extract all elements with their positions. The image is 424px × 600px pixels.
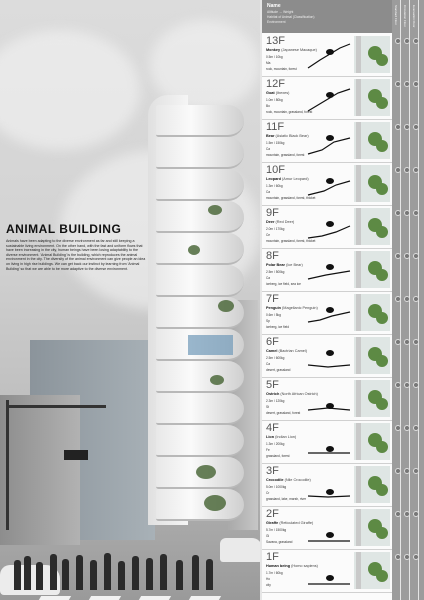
pedestrian bbox=[146, 558, 153, 590]
strip-label: Evacuation Floor bbox=[412, 5, 416, 28]
animal-environment: rock, mountain, forest bbox=[266, 67, 297, 71]
floor-ring bbox=[156, 169, 244, 201]
floor-type-dot bbox=[404, 511, 410, 517]
thumbnail-greenery bbox=[376, 226, 388, 238]
animal-common-name: Penguin bbox=[266, 306, 281, 310]
floor-type-dot bbox=[413, 167, 419, 173]
thumbnail-frame bbox=[356, 165, 361, 202]
animal-scientific-name: (Nile Crocodile) bbox=[284, 478, 311, 482]
floor-number: 4F bbox=[266, 422, 279, 434]
pedestrian bbox=[192, 555, 199, 590]
thumbnail-greenery bbox=[376, 54, 388, 66]
pedestrian bbox=[36, 562, 43, 590]
floor-type-dot bbox=[395, 210, 401, 216]
thumbnail-greenery bbox=[376, 527, 388, 539]
animal-size: 2.3m / 120kg bbox=[266, 399, 285, 403]
animal-scientific-name: (Reticulated Giraffe) bbox=[279, 521, 314, 525]
thumbnail-frame bbox=[356, 294, 361, 331]
pedestrian bbox=[206, 559, 213, 590]
floor-ring bbox=[156, 265, 244, 297]
pedestrian bbox=[14, 560, 21, 590]
pedestrian bbox=[118, 561, 125, 590]
animal-building-tower bbox=[148, 95, 248, 525]
animal-environment: desert, grassland bbox=[266, 368, 291, 372]
habitat-thumbnail bbox=[354, 36, 390, 73]
floor-ring bbox=[156, 233, 244, 265]
animal-common-name: Crocodile bbox=[266, 478, 284, 482]
animal-common-name: Human being bbox=[266, 564, 291, 568]
animal-size: 2.0m / 170kg bbox=[266, 227, 285, 231]
animal-environment: city bbox=[266, 583, 271, 587]
animal-common-name: Monkey bbox=[266, 48, 281, 52]
floor-ring bbox=[156, 361, 244, 393]
water-pool bbox=[188, 335, 233, 355]
floor-type-dot bbox=[395, 554, 401, 560]
floor-ring bbox=[156, 201, 244, 233]
floor-row bbox=[262, 507, 392, 550]
terrain-slope-icon bbox=[306, 255, 352, 285]
floor-row bbox=[262, 378, 392, 421]
floor-type-dot bbox=[395, 511, 401, 517]
floor-type-dot bbox=[413, 296, 419, 302]
animal-class: Bo bbox=[266, 104, 270, 108]
thumbnail-frame bbox=[356, 509, 361, 546]
terrain-slope-icon bbox=[306, 212, 352, 242]
animal-class: St bbox=[266, 405, 270, 409]
floor-type-dot bbox=[413, 554, 419, 560]
thumbnail-greenery bbox=[376, 312, 388, 324]
street-lamp-arm bbox=[6, 405, 106, 408]
greenery bbox=[210, 375, 224, 385]
floor-type-dot bbox=[395, 468, 401, 474]
pedestrian bbox=[176, 560, 183, 590]
thumbnail-frame bbox=[356, 380, 361, 417]
floor-type-dot bbox=[395, 253, 401, 259]
terrain-slope-icon bbox=[306, 169, 352, 199]
terrain-slope-icon bbox=[306, 298, 352, 328]
floor-number: 9F bbox=[266, 207, 279, 219]
floor-ring bbox=[156, 425, 244, 457]
animal-size: 1.0m / 80kg bbox=[266, 98, 283, 102]
habitat-thumbnail bbox=[354, 423, 390, 460]
habitat-thumbnail bbox=[354, 165, 390, 202]
habitat-thumbnail bbox=[354, 509, 390, 546]
animal-class: Ca bbox=[266, 276, 271, 280]
crosswalk-stripe bbox=[39, 596, 71, 600]
legend-line: Habitat of Animal (Classification) bbox=[267, 15, 315, 19]
floor-row bbox=[262, 249, 392, 292]
floor-type-dot bbox=[404, 38, 410, 44]
animal-environment: iceberg, ice field bbox=[266, 325, 290, 329]
legend-line: Environment bbox=[267, 20, 286, 24]
floor-number: 10F bbox=[266, 164, 285, 176]
animal-name bbox=[266, 134, 309, 138]
greenery bbox=[218, 300, 234, 312]
animal-environment: mountain, grassland, forest bbox=[266, 153, 305, 157]
animal-common-name: Giraffe bbox=[266, 521, 279, 525]
animal-environment: grassland, forest bbox=[266, 454, 290, 458]
animal-common-name: Camel bbox=[266, 349, 278, 353]
animal-environment: desert, grassland, forest bbox=[266, 411, 301, 415]
animal-size: 1.3m / 60kg bbox=[266, 184, 283, 188]
terrain-slope-icon bbox=[306, 83, 352, 113]
animal-size: 1.5m / 150kg bbox=[266, 141, 285, 145]
floor-number: 12F bbox=[266, 78, 285, 90]
floor-type-dot bbox=[404, 382, 410, 388]
animal-name bbox=[266, 177, 309, 181]
thumbnail-frame bbox=[356, 208, 361, 245]
floor-type-dot bbox=[404, 253, 410, 259]
animal-scientific-name: (Homo sapiens) bbox=[291, 564, 318, 568]
animal-size: 0.6m / 5kg bbox=[266, 313, 281, 317]
floor-type-dot bbox=[404, 468, 410, 474]
thumbnail-frame bbox=[356, 36, 361, 73]
terrain-slope-icon bbox=[306, 40, 352, 70]
animal-size: 2.5m / 600kg bbox=[266, 356, 285, 360]
animal-environment: Savana, grassland bbox=[266, 540, 293, 544]
animal-scientific-name: (Magellanic Penguin) bbox=[282, 306, 318, 310]
floor-type-dot bbox=[404, 124, 410, 130]
floor-row bbox=[262, 335, 392, 378]
greenery bbox=[196, 465, 216, 479]
animal-environment: iceberg, ice field, sea ice bbox=[266, 282, 301, 286]
strip-label: Circulation Floor bbox=[403, 5, 407, 27]
floor-row bbox=[262, 421, 392, 464]
animal-environment: grassland, lake, marsh, river bbox=[266, 497, 307, 501]
floor-row bbox=[262, 464, 392, 507]
animal-name bbox=[266, 478, 311, 482]
animal-size: 0.5m / 10kg bbox=[266, 55, 283, 59]
animal-class: Cr bbox=[266, 491, 270, 495]
animal-scientific-name: (North African Ostrich) bbox=[280, 392, 318, 396]
animal-size: 1.7m / 60kg bbox=[266, 571, 283, 575]
thumbnail-greenery bbox=[376, 269, 388, 281]
floor-row bbox=[262, 550, 392, 593]
thumbnail-greenery bbox=[376, 570, 388, 582]
legend-title: Name bbox=[267, 3, 281, 9]
animal-name bbox=[266, 349, 307, 353]
poster-title: ANIMAL BUILDING bbox=[6, 222, 122, 236]
floor-number: 3F bbox=[266, 465, 279, 477]
cloud bbox=[0, 30, 140, 150]
legend-header bbox=[262, 0, 392, 33]
floor-type-dot bbox=[404, 167, 410, 173]
animal-common-name: Deer bbox=[266, 220, 275, 224]
thumbnail-frame bbox=[356, 423, 361, 460]
animal-name bbox=[266, 220, 294, 224]
crosswalk-stripe bbox=[139, 596, 171, 600]
floor-ring bbox=[156, 393, 244, 425]
floor-number: 1F bbox=[266, 551, 279, 563]
animal-scientific-name: (Ibexes) bbox=[275, 91, 290, 95]
animal-common-name: Goat bbox=[266, 91, 275, 95]
pedestrian bbox=[90, 560, 97, 590]
pedestrian bbox=[50, 554, 57, 590]
floor-type-dot bbox=[404, 81, 410, 87]
floor-row bbox=[262, 77, 392, 120]
floor-number: 2F bbox=[266, 508, 279, 520]
animal-class: Ca bbox=[266, 190, 271, 194]
habitat-thumbnail bbox=[354, 466, 390, 503]
floor-type-dot bbox=[404, 296, 410, 302]
thumbnail-greenery bbox=[376, 140, 388, 152]
thumbnail-greenery bbox=[376, 484, 388, 496]
floor-number: 8F bbox=[266, 250, 279, 262]
floor-row bbox=[262, 292, 392, 335]
floor-type-dot bbox=[413, 38, 419, 44]
pedestrian bbox=[104, 553, 111, 590]
thumbnail-frame bbox=[356, 466, 361, 503]
floor-type-dot bbox=[395, 124, 401, 130]
crosswalk-stripe bbox=[89, 596, 121, 600]
terrain-slope-icon bbox=[306, 513, 352, 543]
habitat-thumbnail bbox=[354, 337, 390, 374]
floor-ring bbox=[156, 489, 244, 521]
animal-class: Ca bbox=[266, 147, 271, 151]
terrain-slope-icon bbox=[306, 556, 352, 586]
floor-type-dot bbox=[404, 425, 410, 431]
floor-type-dot bbox=[413, 339, 419, 345]
floor-number: 7F bbox=[266, 293, 279, 305]
thumbnail-frame bbox=[356, 122, 361, 159]
thumbnail-frame bbox=[356, 79, 361, 116]
animal-scientific-name: (Bactrian Camel) bbox=[278, 349, 307, 353]
greenery bbox=[204, 495, 226, 511]
habitat-thumbnail bbox=[354, 122, 390, 159]
animal-scientific-name: (Asiatic Black Bear) bbox=[275, 134, 309, 138]
animal-class: Fe bbox=[266, 448, 270, 452]
floor-ring bbox=[156, 105, 244, 137]
legend-line: Altitude → Weight bbox=[267, 10, 294, 14]
animal-name bbox=[266, 91, 289, 95]
animal-class: Ce bbox=[266, 233, 271, 237]
floor-type-dot bbox=[395, 167, 401, 173]
floor-type-dot bbox=[404, 339, 410, 345]
title-block bbox=[6, 222, 146, 271]
greenery bbox=[208, 205, 222, 215]
animal-environment: mountain, grassland, forest, thicket bbox=[266, 196, 316, 200]
terrain-slope-icon bbox=[306, 341, 352, 371]
floor-type-dot bbox=[413, 81, 419, 87]
animal-environment: rock, mountain, grassland, forest bbox=[266, 110, 313, 114]
animal-class: Sp bbox=[266, 319, 270, 323]
habitat-thumbnail bbox=[354, 251, 390, 288]
floor-type-strip bbox=[392, 0, 424, 600]
animal-scientific-name: (Japanese Macaque) bbox=[281, 48, 317, 52]
habitat-thumbnail bbox=[354, 380, 390, 417]
thumbnail-greenery bbox=[376, 97, 388, 109]
traffic-light bbox=[64, 450, 88, 460]
terrain-slope-icon bbox=[306, 384, 352, 414]
animal-size: 5.0m / 1000kg bbox=[266, 485, 287, 489]
floor-type-dot bbox=[413, 210, 419, 216]
animal-common-name: Leopard bbox=[266, 177, 281, 181]
floor-row bbox=[262, 163, 392, 206]
thumbnail-frame bbox=[356, 552, 361, 589]
floor-row bbox=[262, 206, 392, 249]
strip-label: Standard Floor bbox=[394, 5, 398, 25]
animal-common-name: Polar Bear bbox=[266, 263, 285, 267]
floor-type-dot bbox=[413, 511, 419, 517]
floor-type-dot bbox=[413, 253, 419, 259]
animal-name bbox=[266, 263, 303, 267]
floor-row bbox=[262, 34, 392, 77]
pedestrian bbox=[132, 556, 139, 590]
floor-panel bbox=[262, 0, 392, 600]
floor-type-dot bbox=[413, 468, 419, 474]
animal-class: Ho bbox=[266, 577, 271, 581]
floor-type-dot bbox=[413, 382, 419, 388]
pedestrian bbox=[24, 556, 31, 590]
floor-type-dot bbox=[404, 210, 410, 216]
greenery bbox=[188, 245, 200, 255]
habitat-thumbnail bbox=[354, 294, 390, 331]
habitat-thumbnail bbox=[354, 79, 390, 116]
floor-type-dot bbox=[404, 554, 410, 560]
floor-type-dot bbox=[395, 425, 401, 431]
floor-type-dot bbox=[395, 339, 401, 345]
terrain-slope-icon bbox=[306, 126, 352, 156]
floor-type-dot bbox=[395, 81, 401, 87]
animal-class: Ca bbox=[266, 362, 271, 366]
floor-type-dot bbox=[395, 38, 401, 44]
animal-scientific-name: (Red Deer) bbox=[275, 220, 295, 224]
animal-common-name: Ostrich bbox=[266, 392, 280, 396]
floor-number: 6F bbox=[266, 336, 279, 348]
animal-common-name: Lion bbox=[266, 435, 275, 439]
animal-class: Ma bbox=[266, 61, 271, 65]
terrain-slope-icon bbox=[306, 470, 352, 500]
thumbnail-greenery bbox=[376, 183, 388, 195]
floor-type-dot bbox=[395, 382, 401, 388]
animal-class: Gi bbox=[266, 534, 270, 538]
animal-name bbox=[266, 435, 296, 439]
street-lamp-pole bbox=[6, 400, 9, 530]
poster-description: Animals have been adapting to the diverse environment as far and still keeping a sustainable living environment. On the other hand, with the fast and uniform flows that have been increasing in the city, human beings have been losing adaptability to the diverse environment. 'Animal Building' is the building, which reproduces the animal environment in the city. The diversity of the animal environment can give people an idea on living in high rise buildings. We can get back our instinct by learning from 'Animal Building' so that we are able to be more adaptive to the diverse environment. bbox=[6, 239, 146, 271]
thumbnail-greenery bbox=[376, 398, 388, 410]
floor-number: 5F bbox=[266, 379, 279, 391]
floor-type-dot bbox=[395, 296, 401, 302]
habitat-thumbnail bbox=[354, 552, 390, 589]
animal-scientific-name: (Ice Bear) bbox=[286, 263, 303, 267]
floor-ring bbox=[156, 137, 244, 169]
animal-size: 2.5m / 500kg bbox=[266, 270, 285, 274]
habitat-thumbnail bbox=[354, 208, 390, 245]
pedestrian bbox=[160, 554, 167, 590]
floor-type-dot bbox=[413, 425, 419, 431]
animal-common-name: Bear bbox=[266, 134, 275, 138]
thumbnail-frame bbox=[356, 251, 361, 288]
animal-size: 1.3m / 200kg bbox=[266, 442, 285, 446]
floor-number: 13F bbox=[266, 35, 285, 47]
floor-type-dot bbox=[413, 124, 419, 130]
pedestrian bbox=[76, 555, 83, 590]
animal-scientific-name: (Indian Lion) bbox=[275, 435, 297, 439]
floor-row bbox=[262, 120, 392, 163]
crowd bbox=[0, 520, 260, 600]
pedestrian bbox=[62, 559, 69, 590]
thumbnail-greenery bbox=[376, 441, 388, 453]
thumbnail-greenery bbox=[376, 355, 388, 367]
animal-scientific-name: (Amur Leopard) bbox=[282, 177, 309, 181]
floor-number: 11F bbox=[266, 121, 285, 133]
crosswalk-stripe bbox=[189, 596, 221, 600]
terrain-slope-icon bbox=[306, 427, 352, 457]
animal-environment: mountain, grassland, forest, thicket bbox=[266, 239, 316, 243]
animal-size: 5.7m / 1500kg bbox=[266, 528, 287, 532]
thumbnail-frame bbox=[356, 337, 361, 374]
